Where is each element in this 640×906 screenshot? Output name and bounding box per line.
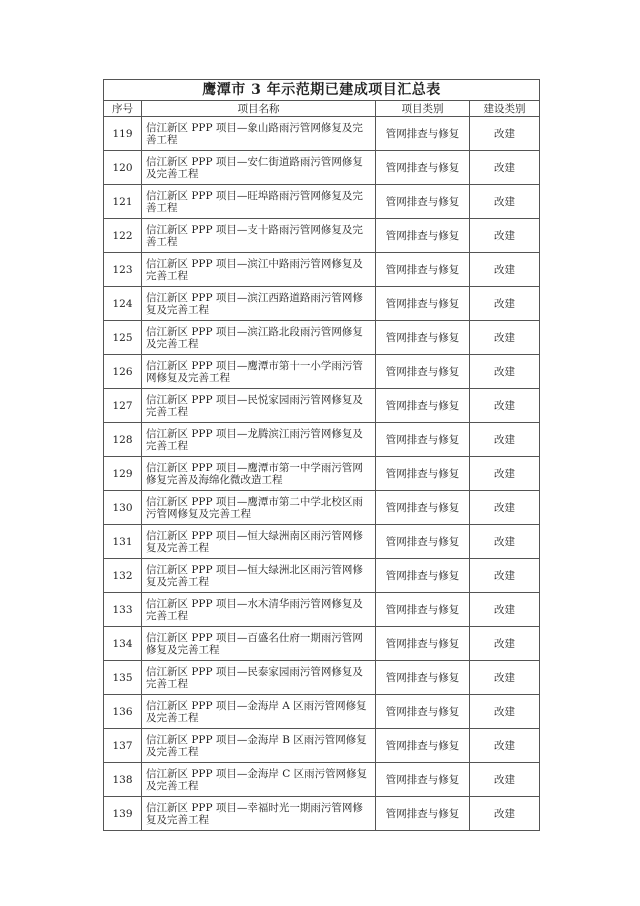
row-project-category: 管网排查与修复 [376, 763, 470, 797]
row-build-type: 改建 [470, 253, 540, 287]
row-project-category: 管网排查与修复 [376, 729, 470, 763]
row-build-type: 改建 [470, 389, 540, 423]
row-project-name: 信江新区 PPP 项目—旺埠路雨污管网修复及完善工程 [142, 185, 376, 219]
table-row [104, 423, 540, 457]
row-index: 131 [104, 525, 142, 559]
table-row [104, 457, 540, 491]
row-project-category: 管网排查与修复 [376, 185, 470, 219]
table-row [104, 729, 540, 763]
table-row [104, 559, 540, 593]
row-project-category: 管网排查与修复 [376, 253, 470, 287]
row-project-name: 信江新区 PPP 项目—鹰潭市第一中学雨污管网修复完善及海绵化微改造工程 [142, 457, 376, 491]
table-row [104, 151, 540, 185]
row-project-name: 信江新区 PPP 项目—滨江路北段雨污管网修复及完善工程 [142, 321, 376, 355]
row-project-category: 管网排查与修复 [376, 219, 470, 253]
row-index: 138 [104, 763, 142, 797]
header-project-category: 项目类别 [376, 101, 470, 117]
row-index: 125 [104, 321, 142, 355]
table-row [104, 253, 540, 287]
row-project-name: 信江新区 PPP 项目—鹰潭市第十一小学雨污管网修复及完善工程 [142, 355, 376, 389]
row-project-name: 信江新区 PPP 项目—滨江西路道路雨污管网修复及完善工程 [142, 287, 376, 321]
row-project-category: 管网排查与修复 [376, 593, 470, 627]
row-index: 124 [104, 287, 142, 321]
row-project-category: 管网排查与修复 [376, 695, 470, 729]
table-title: 鹰潭市 3 年示范期已建成项目汇总表 [104, 80, 540, 101]
row-build-type: 改建 [470, 321, 540, 355]
row-project-category: 管网排查与修复 [376, 627, 470, 661]
table-row [104, 593, 540, 627]
row-build-type: 改建 [470, 627, 540, 661]
row-build-type: 改建 [470, 729, 540, 763]
table-row [104, 695, 540, 729]
project-summary-table [103, 79, 540, 831]
row-index: 133 [104, 593, 142, 627]
row-index: 129 [104, 457, 142, 491]
row-build-type: 改建 [470, 593, 540, 627]
row-build-type: 改建 [470, 661, 540, 695]
row-index: 121 [104, 185, 142, 219]
header-index: 序号 [104, 101, 142, 117]
row-build-type: 改建 [470, 525, 540, 559]
table-row [104, 389, 540, 423]
row-build-type: 改建 [470, 491, 540, 525]
table-row [104, 219, 540, 253]
row-project-name: 信江新区 PPP 项目—鹰潭市第二中学北校区雨污管网修复及完善工程 [142, 491, 376, 525]
row-index: 122 [104, 219, 142, 253]
row-project-category: 管网排查与修复 [376, 355, 470, 389]
row-project-name: 信江新区 PPP 项目—龙腾滨江雨污管网修复及完善工程 [142, 423, 376, 457]
row-project-name: 信江新区 PPP 项目—恒大绿洲南区雨污管网修复及完善工程 [142, 525, 376, 559]
row-build-type: 改建 [470, 763, 540, 797]
row-build-type: 改建 [470, 117, 540, 151]
row-index: 137 [104, 729, 142, 763]
row-project-category: 管网排查与修复 [376, 457, 470, 491]
row-index: 135 [104, 661, 142, 695]
table-row [104, 287, 540, 321]
row-project-category: 管网排查与修复 [376, 151, 470, 185]
table-row [104, 321, 540, 355]
row-index: 123 [104, 253, 142, 287]
row-build-type: 改建 [470, 559, 540, 593]
row-project-category: 管网排查与修复 [376, 491, 470, 525]
row-build-type: 改建 [470, 355, 540, 389]
row-build-type: 改建 [470, 423, 540, 457]
row-project-name: 信江新区 PPP 项目—金海岸 B 区雨污管网修复及完善工程 [142, 729, 376, 763]
row-project-category: 管网排查与修复 [376, 287, 470, 321]
row-project-category: 管网排查与修复 [376, 423, 470, 457]
table-row [104, 525, 540, 559]
row-project-category: 管网排查与修复 [376, 661, 470, 695]
table-row [104, 797, 540, 831]
row-project-name: 信江新区 PPP 项目—安仁街道路雨污管网修复及完善工程 [142, 151, 376, 185]
row-index: 136 [104, 695, 142, 729]
row-build-type: 改建 [470, 695, 540, 729]
row-build-type: 改建 [470, 287, 540, 321]
row-index: 130 [104, 491, 142, 525]
row-project-category: 管网排查与修复 [376, 525, 470, 559]
row-build-type: 改建 [470, 185, 540, 219]
row-build-type: 改建 [470, 219, 540, 253]
row-project-name: 信江新区 PPP 项目—金海岸 C 区雨污管网修复及完善工程 [142, 763, 376, 797]
row-project-name: 信江新区 PPP 项目—滨江中路雨污管网修复及完善工程 [142, 253, 376, 287]
header-build-type: 建设类别 [470, 101, 540, 117]
row-build-type: 改建 [470, 151, 540, 185]
table-row [104, 763, 540, 797]
row-index: 119 [104, 117, 142, 151]
row-project-name: 信江新区 PPP 项目—金海岸 A 区雨污管网修复及完善工程 [142, 695, 376, 729]
row-project-category: 管网排查与修复 [376, 389, 470, 423]
row-project-category: 管网排查与修复 [376, 559, 470, 593]
row-project-name: 信江新区 PPP 项目—百盛名仕府一期雨污管网修复及完善工程 [142, 627, 376, 661]
table-row [104, 491, 540, 525]
table-row [104, 117, 540, 151]
row-index: 139 [104, 797, 142, 831]
row-project-category: 管网排查与修复 [376, 797, 470, 831]
row-project-name: 信江新区 PPP 项目—民悦家园雨污管网修复及完善工程 [142, 389, 376, 423]
row-project-name: 信江新区 PPP 项目—支十路雨污管网修复及完善工程 [142, 219, 376, 253]
row-project-category: 管网排查与修复 [376, 321, 470, 355]
table-row [104, 185, 540, 219]
table-row [104, 661, 540, 695]
header-project-name: 项目名称 [142, 101, 376, 117]
table-row [104, 627, 540, 661]
row-build-type: 改建 [470, 457, 540, 491]
row-project-name: 信江新区 PPP 项目—恒大绿洲北区雨污管网修复及完善工程 [142, 559, 376, 593]
row-project-name: 信江新区 PPP 项目—水木清华雨污管网修复及完善工程 [142, 593, 376, 627]
row-build-type: 改建 [470, 797, 540, 831]
row-project-name: 信江新区 PPP 项目—幸福时光一期雨污管网修复及完善工程 [142, 797, 376, 831]
table-row [104, 355, 540, 389]
row-index: 126 [104, 355, 142, 389]
row-index: 128 [104, 423, 142, 457]
row-project-category: 管网排查与修复 [376, 117, 470, 151]
row-index: 134 [104, 627, 142, 661]
row-index: 127 [104, 389, 142, 423]
row-index: 132 [104, 559, 142, 593]
row-index: 120 [104, 151, 142, 185]
row-project-name: 信江新区 PPP 项目—民泰家园雨污管网修复及完善工程 [142, 661, 376, 695]
row-project-name: 信江新区 PPP 项目—象山路雨污管网修复及完善工程 [142, 117, 376, 151]
